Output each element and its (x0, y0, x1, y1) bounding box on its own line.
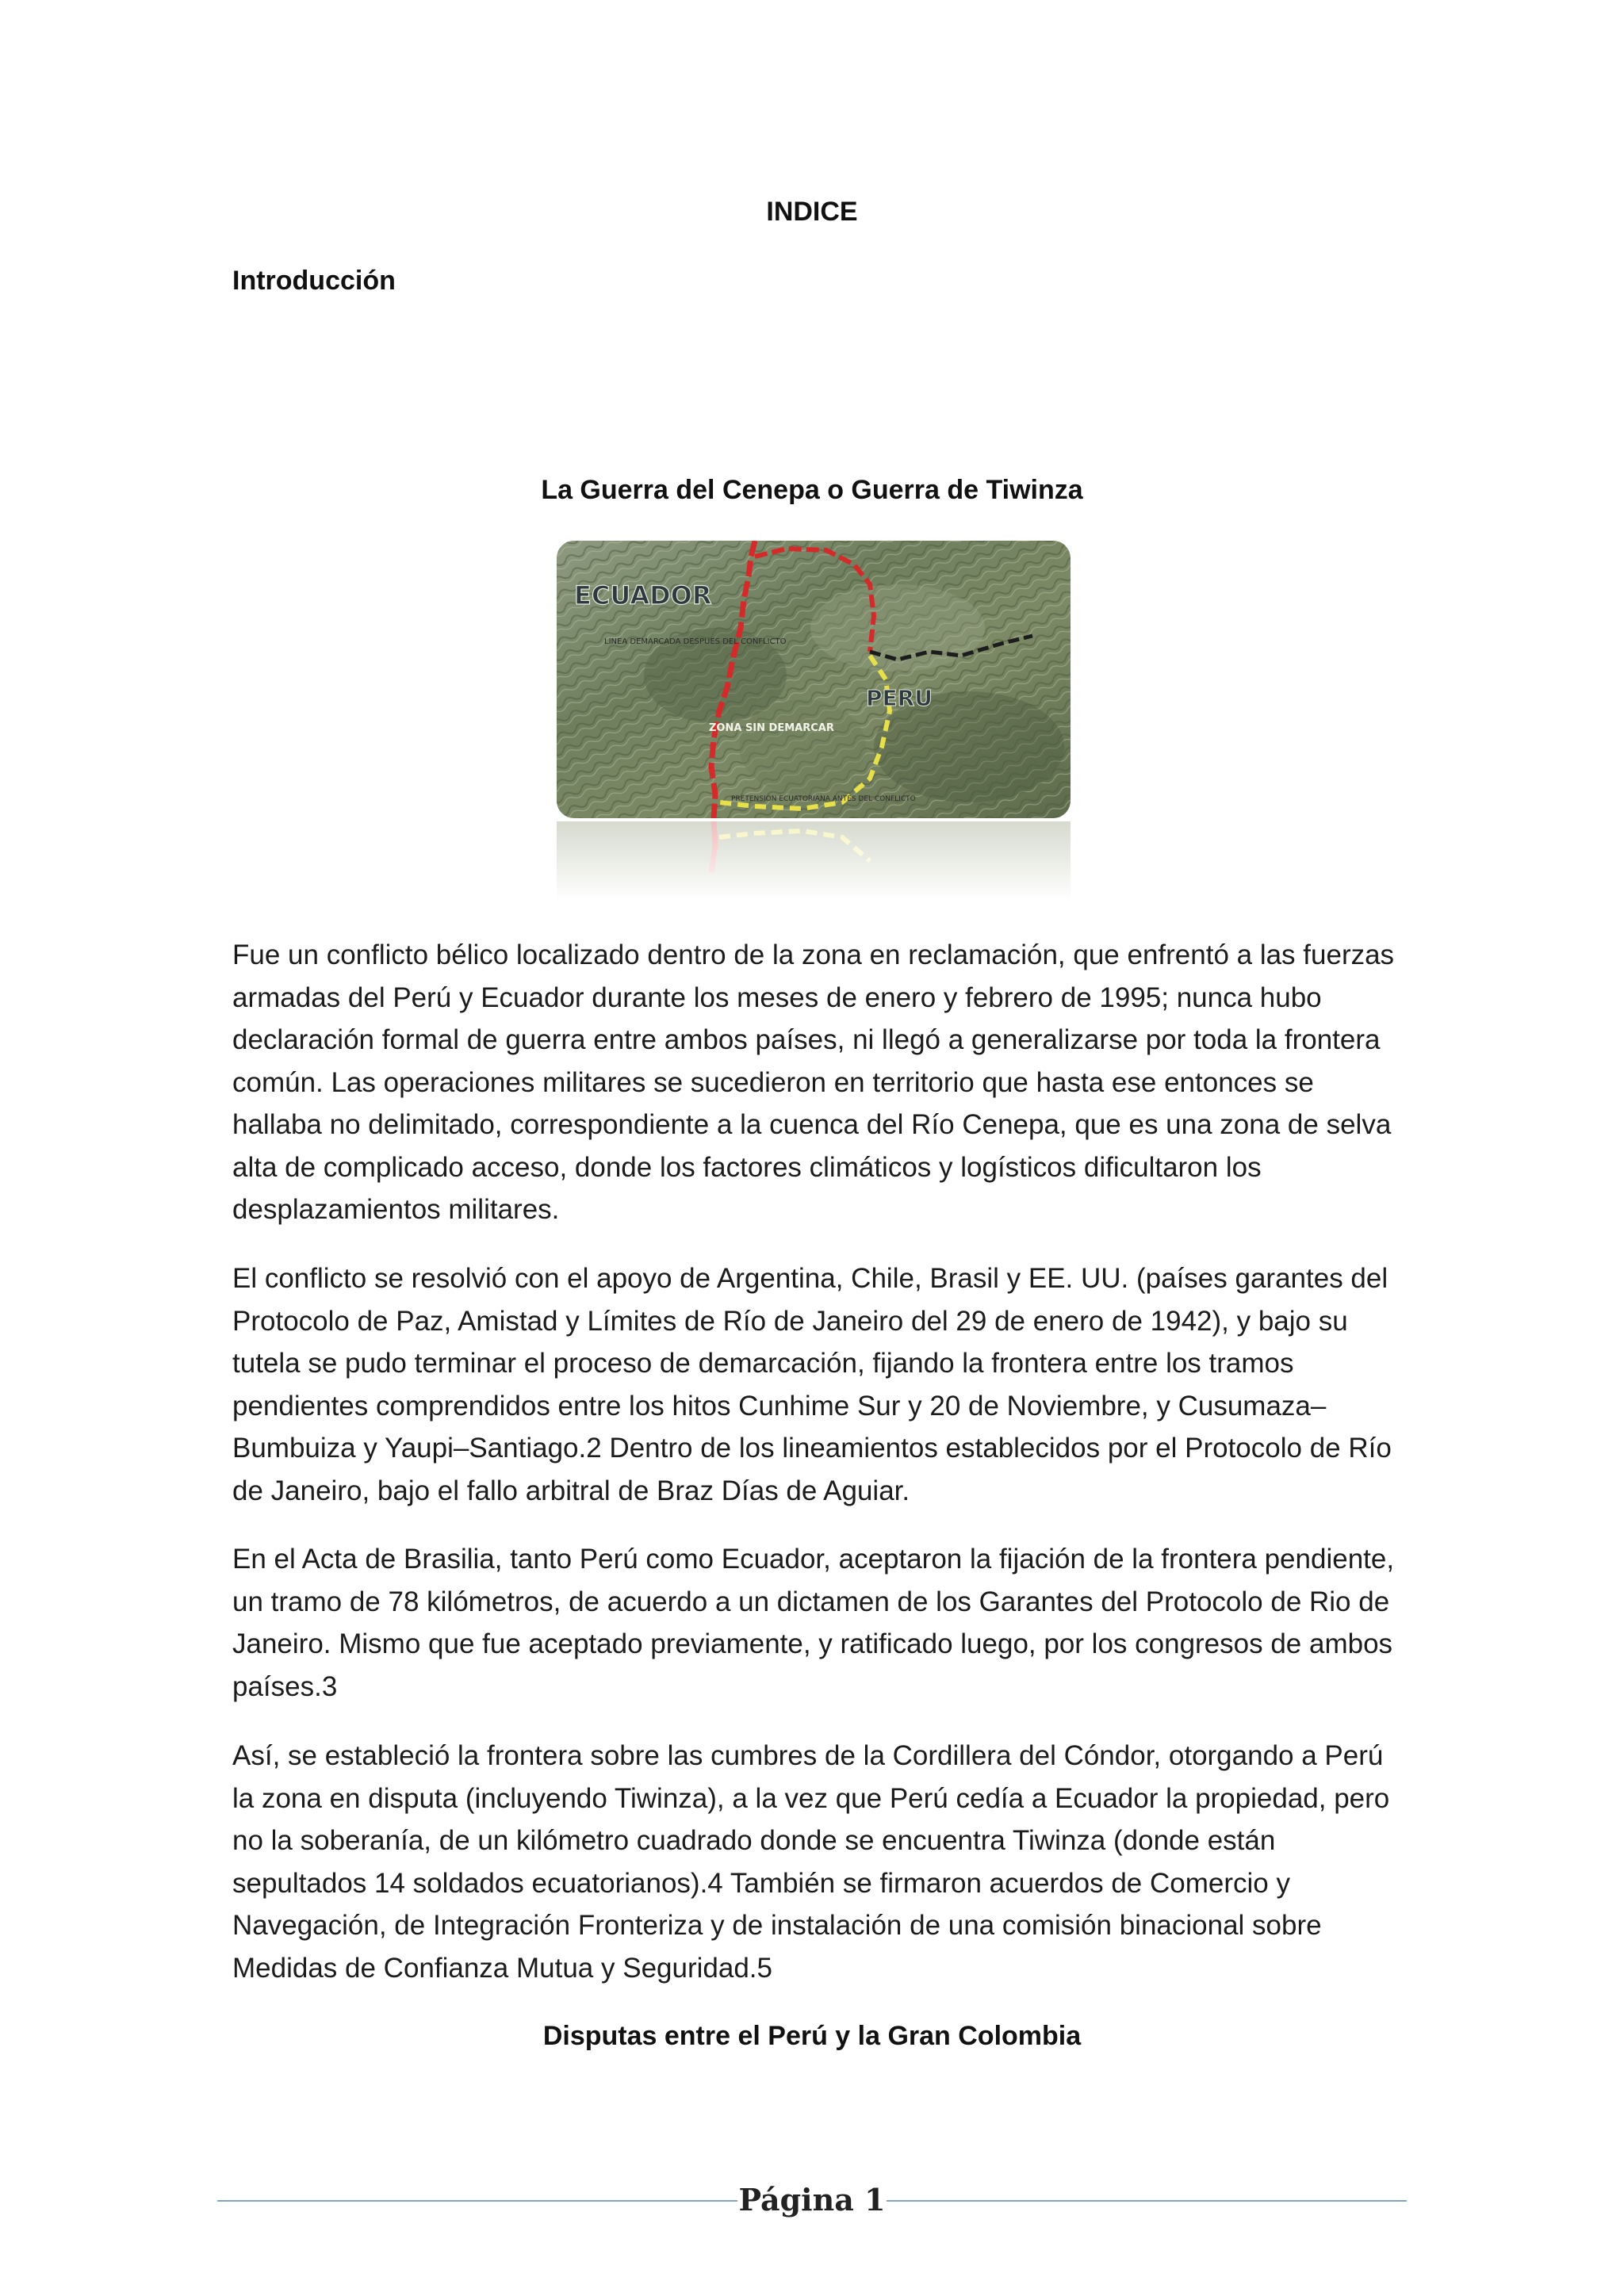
map-reflection (557, 821, 1071, 901)
intro-heading: Introducción (232, 266, 396, 296)
index-title: INDICE (766, 197, 858, 227)
section-title-cenepa: La Guerra del Cenepa o Guerra de Tiwinza (541, 475, 1083, 505)
map-label-zone: ZONA SIN DEMARCAR (709, 722, 834, 734)
map-label-bottom: PRETENSION ECUATORIANA ANTES DEL CONFLICTO (731, 795, 916, 803)
border-map-image (557, 541, 1071, 818)
paragraph-4-text: Así, se estableció la frontera sobre las cumbres de la Cordillera del Cóndor, otorgando a Perú la zona en disputa (incluyendo Tiwinza), a la vez que Perú cedía a Ecuador la propiedad, pero no la soberanía, de un kilómetro cuadrado donde se encuentra Tiwinza (donde están sepultados 14 soldados ecuatorianos).4 También se firmaron acuerdos de Comercio y Navegación, de Integración Fronteriza y de instalación de una comisión binacional sobre Medidas de Confianza Mutua y Seguridad.5 (232, 1740, 1390, 1984)
page-number: Página 1 (738, 2182, 886, 2218)
paragraph-2-text: El conflicto se resolvió con el apoyo de Argentina, Chile, Brasil y EE. UU. (países garantes del Protocolo de Paz, Amistad y Límites de Río de Janeiro del 29 de enero de 1942), y bajo su tutela se pudo terminar el proceso de demarcación, fijando la frontera entre los tramos pendientes comprendidos entre los hitos Cunhime Sur y 20 de Noviembre, y Cusumaza–Bumbuiza y Yaupi–Santiago.2 Dentro de los lineamientos establecidos por el Protocolo de Río de Janeiro, bajo el fallo arbitral de Braz Días de Aguiar. (232, 1263, 1392, 1506)
paragraph-4 (232, 1735, 1398, 1989)
paragraph-2 (232, 1257, 1398, 1512)
map-label-ecuador: ECUADOR (574, 580, 712, 610)
map-label-line: LINEA DEMARCADA DESPUES DEL CONFLICTO (604, 637, 787, 646)
section-title-gran-colombia: Disputas entre el Perú y la Gran Colombia (542, 2021, 1082, 2051)
map-svg (557, 541, 1071, 818)
paragraph-3-text: En el Acta de Brasilia, tanto Perú como Ecuador, aceptaron la fijación de la frontera pendiente, un tramo de 78 kilómetros, de acuerdo a un dictamen de los Garantes del Protocolo de Rio de Janeiro. Mismo que fue aceptado previamente, y ratificado luego, por los congresos de ambos países.3 (232, 1544, 1395, 1702)
paragraph-1 (232, 934, 1398, 1231)
map-label-peru: PERU (866, 685, 933, 711)
paragraph-1-text: Fue un conflicto bélico localizado dentro de la zona en reclamación, que enfrentó a las fuerzas armadas del Perú y Ecuador durante los meses de enero y febrero de 1995; nunca hubo declaración formal de guerra entre ambos países, ni llegó a generalizarse por toda la frontera común. Las operaciones militares se sucedieron en territorio que hasta ese entonces se hallaba no delimitado, correspondiente a la cuenca del Río Cenepa, que es una zona de selva alta de complicado acceso, donde los factores climáticos y logísticos dificultaron los desplazamientos militares. (232, 939, 1395, 1225)
paragraph-3 (232, 1538, 1398, 1708)
